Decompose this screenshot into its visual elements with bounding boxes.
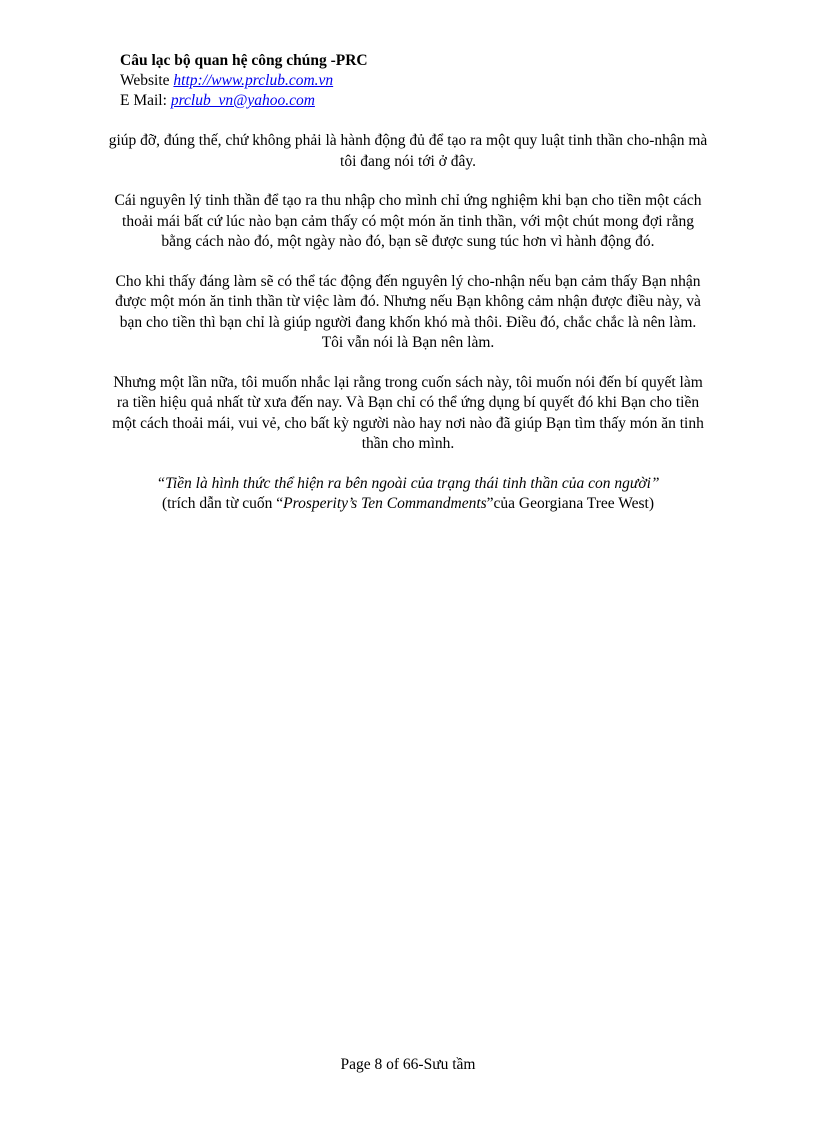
citation-suffix: ”của Georgiana Tree West)	[486, 495, 655, 512]
body-paragraph: Cái nguyên lý tinh thần để tạo ra thu nhập cho mình chỉ ứng nghiệm khi bạn cho tiền một cách thoải mái bất cứ lúc nào bạn cảm thấy có một món ăn tinh thần, với một chút mong đợi rằng bằng cách nào đó, một ngày nào đó, bạn sẽ được sung túc hơn vì hành động đó.	[114, 192, 702, 250]
website-link[interactable]: http://www.prclub.com.vn	[173, 72, 334, 89]
email-label: E Mail:	[120, 92, 171, 109]
citation-prefix: (trích dẫn từ cuốn “	[161, 495, 284, 512]
club-title: Câu lạc bộ quan hệ công chúng -PRC	[120, 52, 368, 69]
page-footer: Page 8 of 66-Sưu tầm	[340, 1056, 476, 1073]
page-header	[120, 51, 368, 111]
citation	[108, 494, 708, 515]
website-line	[120, 71, 368, 91]
document-body	[108, 131, 708, 515]
body-paragraph: Cho khi thấy đáng làm sẽ có thể tác động đến nguyên lý cho-nhận nếu bạn cảm thấy Bạn nhận được một món ăn tinh thần từ việc làm đó. Nhưng nếu Bạn không cảm nhận được điều này, và bạn cho tiền thì bạn chỉ là giúp người đang khốn khó mà thôi. Điều đó, chắc chắc là nên làm. Tôi vẫn nói là Bạn nên làm.	[115, 272, 701, 351]
email-line	[120, 91, 368, 111]
body-paragraph: Nhưng một lần nữa, tôi muốn nhắc lại rằng trong cuốn sách này, tôi muốn nói đến bí quyết làm ra tiền hiệu quả nhất từ xưa đến nay. Và Bạn chỉ có thể ứng dụng bí quyết đó khi Bạn cho tiền một cách thoải mái, vui vẻ, cho bất kỳ người nào hay nơi nào đã giúp Bạn tìm thấy món ăn tinh thần cho mình.	[112, 373, 704, 452]
quote: “Tiền là hình thức thể hiện ra bên ngoài của trạng thái tinh thần của con người”	[156, 474, 660, 492]
website-label: Website	[120, 72, 174, 89]
citation-book-title: Prosperity’s Ten Commandments	[283, 495, 487, 512]
body-paragraph: giúp đỡ, đúng thế, chứ không phải là hành động đủ để tạo ra một quy luật tinh thần cho-nhận mà tôi đang nói tới ở đây.	[108, 132, 708, 170]
email-link[interactable]: prclub_vn@yahoo.com	[170, 92, 315, 109]
